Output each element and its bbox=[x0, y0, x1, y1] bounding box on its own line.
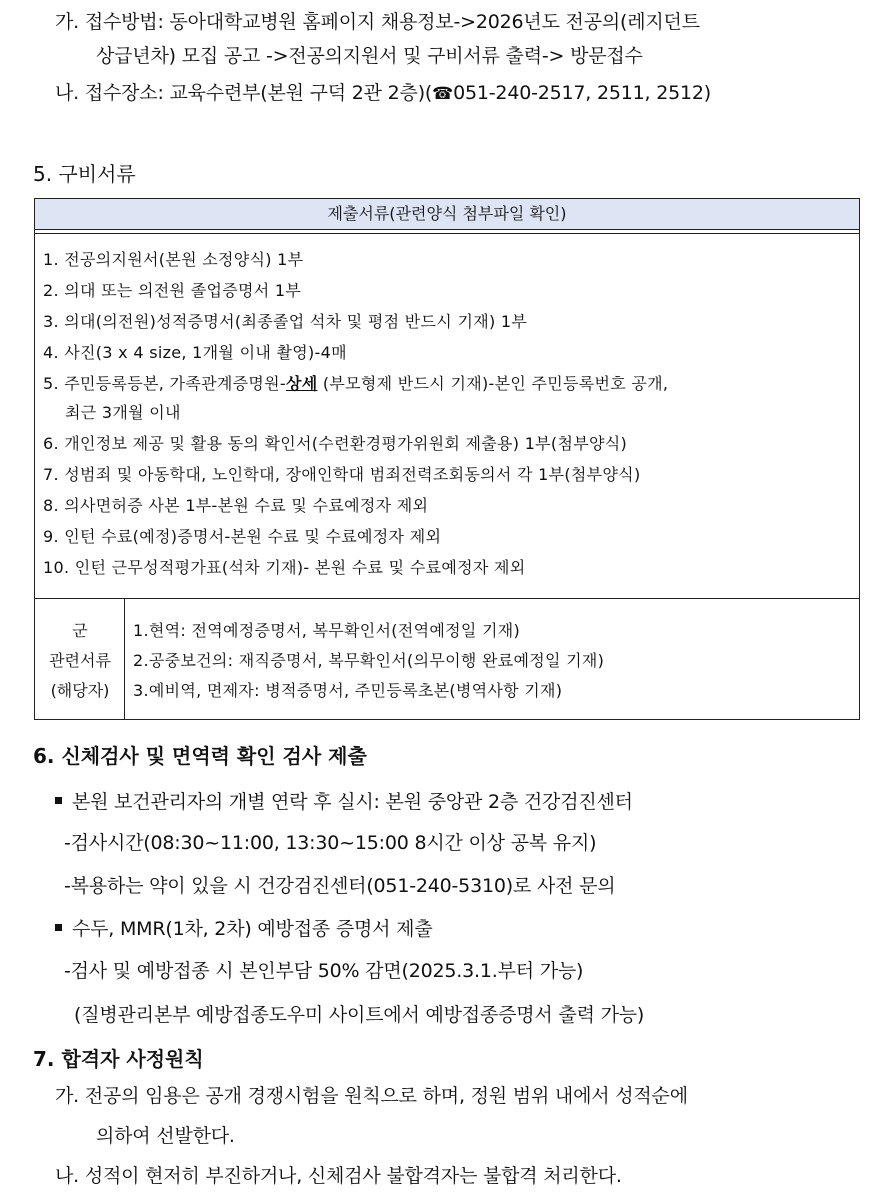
application-place bbox=[55, 80, 711, 107]
section6-title: 6. 신체검사 및 면역력 확인 검사 제출 bbox=[33, 744, 367, 768]
application-phone: 051-240-2517, 2511, 2512) bbox=[453, 82, 711, 104]
vaccination-certificate-note: (질병관리본부 예방접종도우미 사이트에서 예방접종증명서 출력 가능) bbox=[74, 1004, 645, 1026]
document-item-5-emphasis: 상세 bbox=[285, 374, 318, 393]
section7-title: 7. 합격자 사정원칙 bbox=[33, 1047, 204, 1071]
military-documents-label bbox=[35, 599, 125, 719]
application-place-label: 나. 접수장소: 교육수련부(본원 구덕 2관 2층)( bbox=[55, 82, 433, 104]
selection-principle-a: 가. 전공의 임용은 공개 경쟁시험을 원칙으로 하며, 정원 범위 내에서 성적순에 bbox=[55, 1085, 688, 1107]
selection-principle-a-cont: 의하여 선발한다. bbox=[96, 1125, 235, 1147]
document-item-3: 3. 의대(의전원)성적증명서(최종졸업 석차 및 평점 반드시 기재) 1부 bbox=[43, 312, 528, 331]
military-item-3: 3.예비역, 면제자: 병적증명서, 주민등록초본(병역사항 기재) bbox=[133, 681, 563, 700]
military-label-line-3: (해당자) bbox=[50, 681, 110, 700]
documents-table bbox=[34, 198, 860, 720]
cost-reduction: -검사 및 예방접종 시 본인부담 50% 감면(2025.3.1.부터 가능) bbox=[64, 960, 584, 982]
document-item-2: 2. 의대 또는 의전원 졸업증명서 1부 bbox=[43, 281, 302, 300]
document-item-1: 1. 전공의지원서(본원 소정양식) 1부 bbox=[43, 250, 304, 269]
document-item-10: 10. 인턴 근무성적평가표(석차 기재)- 본원 수료 및 수료예정자 제외 bbox=[43, 558, 526, 577]
phone-icon: ☎ bbox=[432, 84, 454, 104]
document-item-4: 4. 사진(3 x 4 size, 1개월 이내 촬영)-4매 bbox=[43, 343, 347, 362]
military-label-line-2: 관련서류 bbox=[49, 651, 111, 670]
vaccination-item bbox=[55, 916, 432, 942]
document-item-5 bbox=[43, 373, 668, 395]
exam-time: -검사시간(08:30~11:00, 13:30~15:00 8시간 이상 공복 유지) bbox=[64, 832, 597, 854]
document-item-6: 6. 개인정보 제공 및 활용 동의 확인서(수련환경평가위원회 제출용) 1부(첨부양식) bbox=[43, 434, 628, 453]
document-item-7: 7. 성범죄 및 아동학대, 노인학대, 장애인학대 범죄전력조회동의서 각 1부(첨부양식) bbox=[43, 465, 641, 484]
section5-title: 5. 구비서류 bbox=[33, 162, 136, 186]
document-item-5-rest: (부모형제 반드시 기재)-본인 주민등록번호 공개, bbox=[317, 374, 669, 393]
medication-notice: -복용하는 약이 있을 시 건강검진센터(051-240-5310)로 사전 문의 bbox=[64, 875, 616, 897]
military-item-1: 1.현역: 전역예정증명서, 복무확인서(전역예정일 기재) bbox=[133, 621, 521, 640]
documents-table-header: 제출서류(관련양식 첨부파일 확인) bbox=[35, 199, 859, 230]
application-method: 가. 접수방법: 동아대학교병원 홈페이지 채용정보->2026년도 전공의(레지던트 bbox=[55, 11, 700, 33]
document-item-5-cont: 최근 3개월 이내 bbox=[65, 403, 181, 422]
document-item-5-text: 5. 주민등록등본, 가족관계증명원- bbox=[43, 374, 286, 393]
military-item-2: 2.공중보건의: 재직증명서, 복무확인서(의무이행 완료예정일 기재) bbox=[133, 651, 605, 670]
table-divider bbox=[35, 229, 859, 234]
document-item-8: 8. 의사면허증 사본 1부-본원 수료 및 수료예정자 제외 bbox=[43, 496, 429, 515]
military-label-line-1: 군 bbox=[72, 621, 88, 640]
health-check-item bbox=[55, 789, 633, 815]
vaccination-text: 수두, MMR(1차, 2차) 예방접종 증명서 제출 bbox=[72, 918, 433, 940]
application-method-cont: 상급년차) 모집 공고 ->전공의지원서 및 구비서류 출력-> 방문접수 bbox=[96, 45, 643, 67]
health-check-text: 본원 보건관리자의 개별 연락 후 실시: 본원 중앙관 2층 건강검진센터 bbox=[72, 791, 633, 813]
square-bullet-icon bbox=[55, 797, 62, 804]
document-item-9: 9. 인턴 수료(예정)증명서-본원 수료 및 수료예정자 제외 bbox=[43, 527, 442, 546]
selection-principle-b: 나. 성적이 현저히 부진하거나, 신체검사 불합격자는 불합격 처리한다. bbox=[55, 1165, 622, 1187]
square-bullet-icon bbox=[55, 924, 62, 931]
military-documents-row bbox=[35, 598, 859, 719]
